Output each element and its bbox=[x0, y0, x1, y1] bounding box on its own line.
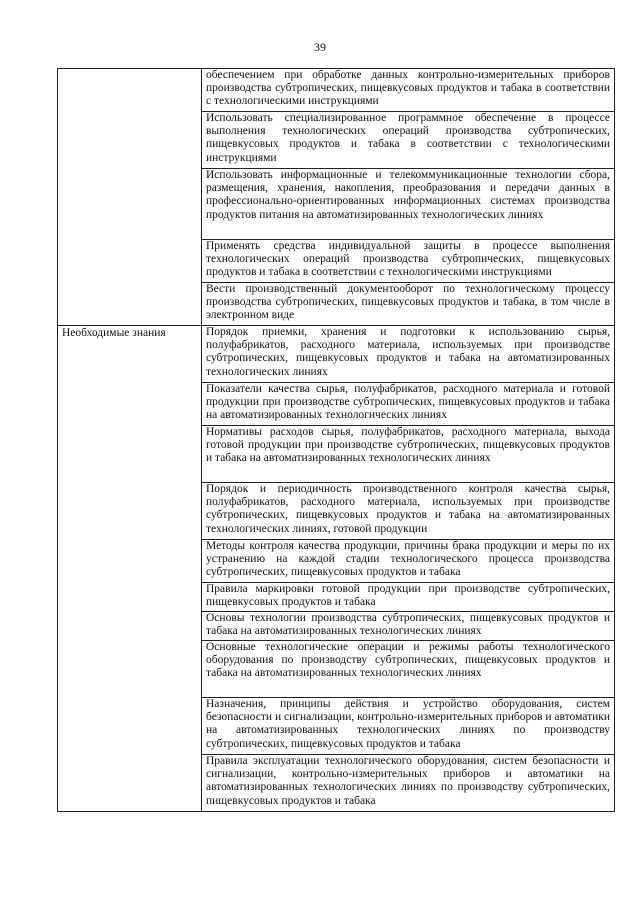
table-cell bbox=[202, 641, 615, 698]
cell-text: Основные технологические операции и режимы работы технологического оборудования по производству субтропических, пищевкусовых продуктов и табака на автоматизированных технологических линиях bbox=[206, 641, 610, 680]
cell-text: Нормативы расходов сырья, полуфабрикатов, расходного материала, выхода готовой продукции при производстве субтропических, пищевкусовых продуктов и табака на автоматизированных технологических линиях bbox=[206, 426, 610, 465]
cell-text: Использовать специализированное программное обеспечение в процессе выполнения технологических операций производства субтропических, пищевкусовых продуктов и табака в соответствии с технологическими инструкциями bbox=[206, 112, 610, 164]
requirements-table bbox=[57, 68, 615, 812]
cell-text: Применять средства индивидуальной защиты в процессе выполнения технологических операций производства субтропических, пищевкусовых продуктов и табака в соответствии с технологическими инструкциями bbox=[206, 240, 610, 279]
cell-text: Правила маркировки готовой продукции при производстве субтропических, пищевкусовых продуктов и табака bbox=[206, 583, 610, 609]
cell-text: Использовать информационные и телекоммуникационные технологии сбора, размещения, хранения, накопления, преобразования и передачи данных в профессионально-ориентированных информационных системах производства продуктов питания на автоматизированных технологических линиях bbox=[206, 169, 610, 221]
cell-text: Назначения, принципы действия и устройство оборудования, систем безопасности и сигнализации, контрольно-измерительных приборов и автоматики на автоматизированных технологических линиях по производству субтропических, пищевкусовых продуктов и табака bbox=[206, 698, 610, 750]
table-cell bbox=[202, 240, 615, 283]
cell-text: Показатели качества сырья, полуфабрикатов, расходного материала и готовой продукции при производстве субтропических, пищевкусовых продуктов и табака на автоматизированных технологических линиях bbox=[206, 383, 610, 422]
empty-label-cell bbox=[58, 69, 202, 326]
cell-text: обеспечением при обработке данных контрольно-измерительных приборов производства субтропических, пищевкусовых продуктов и табака в соответствии с технологическими инструкциями bbox=[206, 69, 610, 108]
table-cell bbox=[202, 483, 615, 540]
table-row bbox=[58, 326, 615, 383]
table-cell bbox=[202, 283, 615, 326]
table-cell bbox=[202, 426, 615, 483]
cell-text: Вести производственный документооборот по технологическому процессу производства субтропических, пищевкусовых продуктов и табака, в том числе в электронном виде bbox=[206, 283, 610, 322]
table-cell bbox=[202, 69, 615, 112]
table-cell bbox=[202, 698, 615, 755]
section-label: Необходимые знания bbox=[58, 326, 202, 812]
table-cell bbox=[202, 169, 615, 240]
cell-text: Методы контроля качества продукции, причины брака продукции и меры по их устранению на каждой стадии технологического процесса производства субтропических, пищевкусовых продуктов и табака bbox=[206, 540, 610, 579]
table-cell bbox=[202, 612, 615, 641]
table-cell bbox=[202, 540, 615, 583]
cell-text: Основы технологии производства субтропических, пищевкусовых продуктов и табака на автоматизированных технологических линиях bbox=[206, 612, 610, 638]
table-cell bbox=[202, 383, 615, 426]
cell-text: Правила эксплуатации технологического оборудования, систем безопасности и сигнализации, контрольно-измерительных приборов и автоматики на автоматизированных технологических линиях по производству субтропических, пищевкусовых продуктов и табака bbox=[206, 755, 610, 807]
page-number: 39 bbox=[314, 40, 326, 54]
cell-text: Порядок и периодичность производственного контроля качества сырья, полуфабрикатов, расходного материала, используемых при производстве субтропических, пищевкусовых продуктов и табака на автоматизированных технологических линиях, готовой продукции bbox=[206, 483, 610, 535]
table-cell bbox=[202, 326, 615, 383]
table-cell bbox=[202, 583, 615, 612]
table-cell bbox=[202, 112, 615, 169]
cell-text: Порядок приемки, хранения и подготовки к использованию сырья, полуфабрикатов, расходного материала, используемых при производстве субтропических, пищевкусовых продуктов и табака на автоматизированных технологических линиях bbox=[206, 326, 610, 378]
table-cell bbox=[202, 755, 615, 812]
table-row bbox=[58, 69, 615, 112]
